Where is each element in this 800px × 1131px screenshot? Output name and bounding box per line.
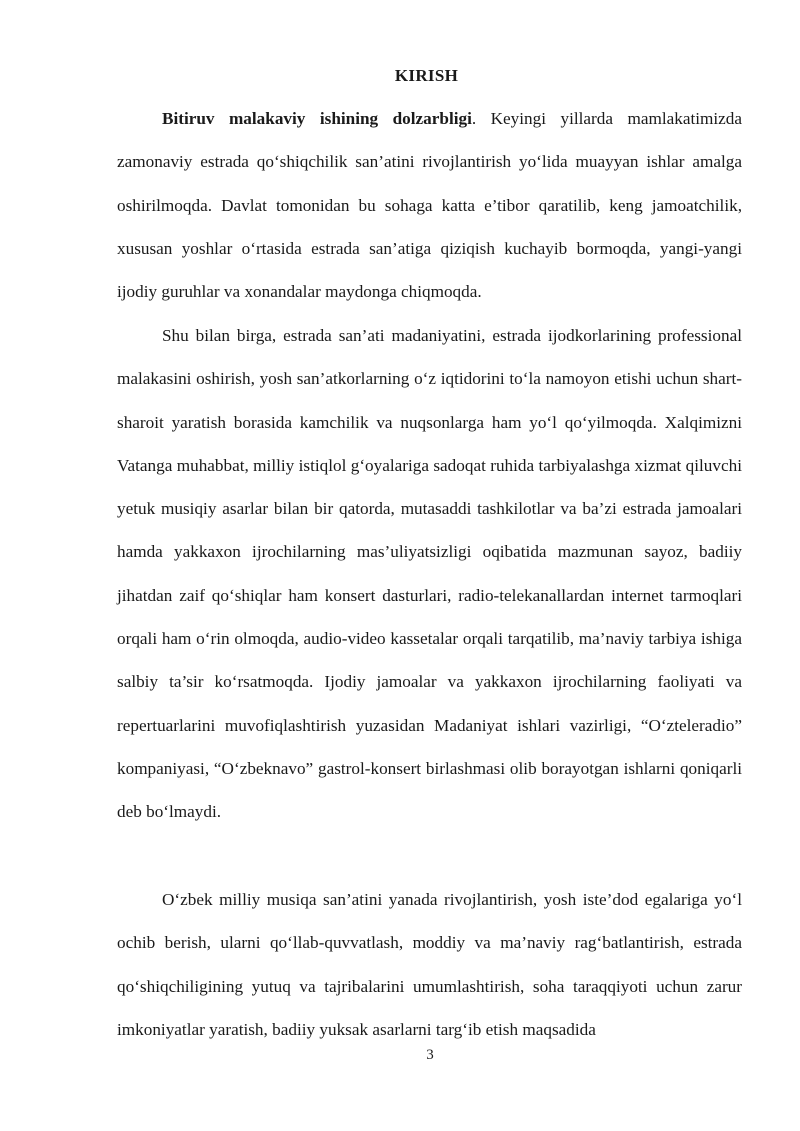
paragraph-relevance (117, 97, 742, 313)
paragraph-shortcomings: Shu bilan birga, estrada san’ati madaniyatini, estrada ijodkorlarining professional malakasini oshirish, yosh san’atkorlarning o‘z iqtidorini to‘la namoyon etishi uchun shart-sharoit yaratish borasida kamchilik va nuqsonlarga ham yo‘l qo‘yilmoqda. Xalqimizni Vatanga muhabbat, milliy istiqlol g‘oyalariga sadoqat ruhida tarbiyalashga xizmat qiluvchi yetuk musiqiy asarlar bilan bir qatorda, mutasaddi tashkilotlar va ba’zi estrada jamoalari hamda yakkaxon ijrochilarning mas’uliyatsizligi oqibatida mazmunan sayoz, badiiy jihatdan zaif qo‘shiqlar ham konsert dasturlari, radio-telekanallardan internet tarmoqlari orqali ham o‘rin olmoqda, audio-video kassetalar orqali tarqatilib, ma’naviy tarbiya ishiga salbiy ta’sir ko‘rsatmoqda. Ijodiy jamoalar va yakkaxon ijrochilarning faoliyati va repertuarlarini muvofiqlashtirish yuzasidan Madaniyat ishlari vazirligi, “O‘zteleradio” kompaniyasi, “O‘zbeknavo” gastrol-konsert birlashmasi olib borayotgan ishlarni qoniqarli deb bo‘lmaydi. (117, 326, 742, 822)
section-title: KIRISH (394, 66, 459, 85)
paragraph-lead-heading: Bitiruv malakaviy ishining dolzarbligi (162, 109, 472, 128)
paragraph-body: . Keyingi yillarda mamlakatimizda zamonaviy estrada qo‘shiqchilik san’atini rivojlantirish yo‘lida muayyan ishlar amalga oshirilmoqda. Davlat tomonidan bu sohaga katta e’tibor qaratilib, keng jamoatchilik, xususan yoshlar o‘rtasida estrada san’atiga qiziqish kuchayib bormoqda, yangi-yangi ijodiy guruhlar va xonandalar maydonga chiqmoqda. (117, 109, 742, 302)
paragraph-development: O‘zbek milliy musiqa san’atini yanada rivojlantirish, yosh iste’dod egalariga yo‘l ochib berish, ularni qo‘llab-quvvatlash, moddiy va ma’naviy rag‘batlantirish, estrada qo‘shiqchiligining yutuq va tajribalarini umumlashtirish, soha taraqqiyoti uchun zarur imkoniyatlar yaratish, badiiy yuksak asarlarni targ‘ib etish maqsadida (117, 890, 742, 1039)
page-number: 3 (426, 1047, 434, 1063)
